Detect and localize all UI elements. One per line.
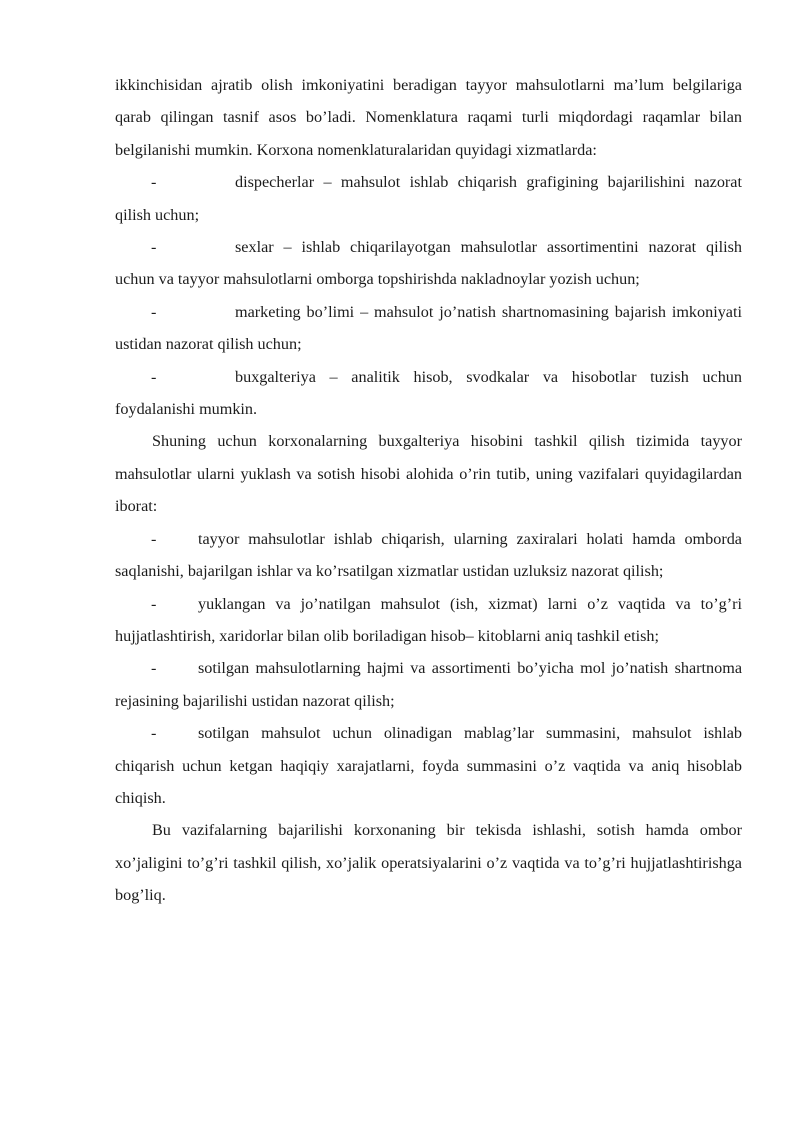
- list-item-text: dispecherlar – mahsulot ishlab chiqarish grafigining bajarilishini nazorat qilish uchun;: [115, 173, 742, 224]
- list-item: [115, 588, 742, 653]
- list-dash: -: [151, 302, 157, 321]
- list-item: [115, 231, 742, 296]
- list-item: [115, 717, 742, 814]
- list-dash: -: [151, 724, 157, 743]
- list-item-text: sotilgan mahsulotlarning hajmi va assortimenti bo’yicha mol jo’natish shartnoma rejasining bajarilishi ustidan nazorat qilish;: [115, 659, 742, 710]
- list-item: [115, 361, 742, 426]
- tasks-list: [115, 523, 742, 815]
- list-item-text: marketing bo’limi – mahsulot jo’natish shartnomasining bajarish imkoniyati ustidan nazorat qilish uchun;: [115, 302, 742, 354]
- paragraph-intro: ikkinchisidan ajratib olish imkoniyatini beradigan tayyor mahsulotlarni ma’lum belgilariga qarab qilingan tasnif asos bo’ladi. Nomenklatura raqami turli miqdordagi raqamlar bilan belgilanishi mumkin. Korxona nomenklaturalaridan quyidagi xizmatlarda:: [115, 76, 742, 159]
- paragraph-conclusion: Bu vazifalarning bajarilishi korxonaning bir tekisda ishlashi, sotish hamda ombor xo’jaligini to’g’ri tashkil qilish, xo’jalik operatsiyalarini o’z vaqtida va to’g’ri hujjatlashtirishga bog’liq.: [115, 821, 742, 905]
- list-item-text: buxgalteriya – analitik hisob, svodkalar va hisobotlar tuzish uchun foydalanishi mumkin.: [115, 367, 742, 419]
- list-dash: -: [151, 173, 157, 192]
- services-list: [115, 166, 742, 425]
- list-dash: -: [151, 238, 157, 257]
- list-item: [115, 296, 742, 361]
- list-item-text: tayyor mahsulotlar ishlab chiqarish, ularning zaxiralari holati hamda omborda saqlanishi, bajarilgan ishlar va ko’rsatilgan xizmatlar ustidan uzluksiz nazorat qilish;: [115, 529, 742, 581]
- list-dash: -: [151, 529, 157, 548]
- list-dash: -: [151, 367, 157, 386]
- list-item-text: sexlar – ishlab chiqarilayotgan mahsulotlar assortimentini nazorat qilish uchun va tayyor mahsulotlarni omborga topshirishda nakladnoylar yozish uchun;: [115, 238, 742, 289]
- list-item-text: yuklangan va jo’natilgan mahsulot (ish, xizmat) larni o’z vaqtida va to’g’ri hujjatlashtirish, xaridorlar bilan olib boriladigan hisob– kitoblarni aniq tashkil etish;: [115, 594, 742, 645]
- list-item: [115, 523, 742, 588]
- list-item: [115, 166, 742, 231]
- list-item: [115, 652, 742, 717]
- paragraph-tasks-intro: Shuning uchun korxonalarning buxgalteriya hisobini tashkil qilish tizimida tayyor mahsulotlar ularni yuklash va sotish hisobi alohida o’rin tutib, uning vazifalari quyidagilardan iborat:: [115, 432, 742, 516]
- list-dash: -: [151, 594, 157, 613]
- list-dash: -: [151, 659, 157, 678]
- list-item-text: sotilgan mahsulot uchun olinadigan mablag’lar summasini, mahsulot ishlab chiqarish uchun ketgan haqiqiy xarajatlarni, foyda summasini o’z vaqtida va aniq hisoblab chiqish.: [115, 724, 742, 807]
